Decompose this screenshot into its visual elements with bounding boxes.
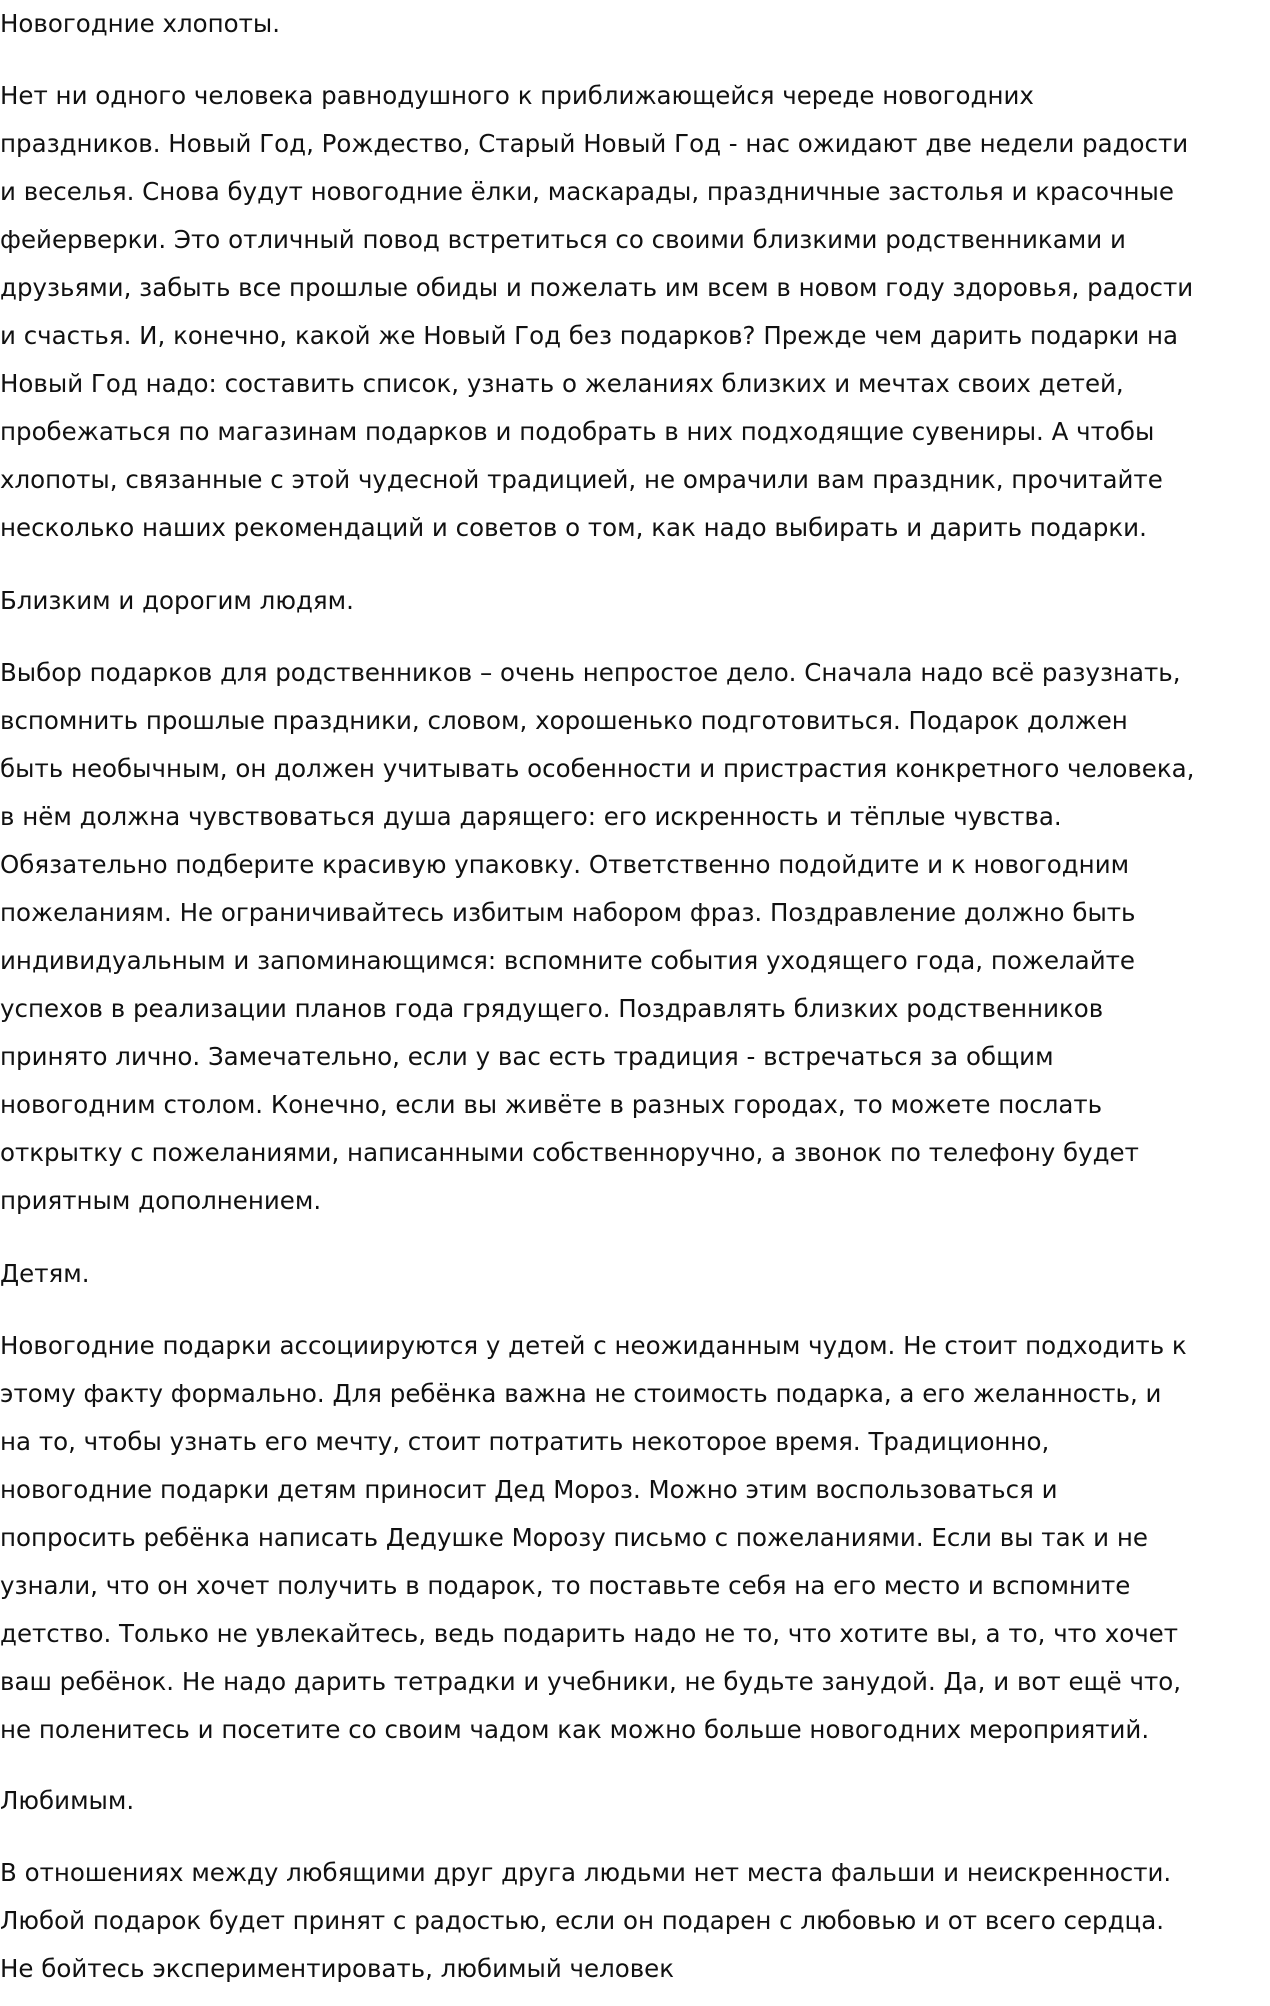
text-line: ваш ребёнок. Не надо дарить тетрадки и учебники, не будьте занудой. Да, и вот ещё что, xyxy=(0,1667,1181,1696)
text-line: вспомнить прошлые праздники, словом, хорошенько подготовиться. Подарок должен xyxy=(0,706,1128,735)
text-line: пробежаться по магазинам подарков и подобрать в них подходящие сувениры. А чтобы xyxy=(0,417,1155,446)
section-heading-relatives xyxy=(0,577,354,625)
text-line: друзьями, забыть все прошлые обиды и пожелать им всем в новом году здоровья, радости xyxy=(0,273,1194,302)
section-heading-loved-ones xyxy=(0,1777,134,1825)
text-line: и веселья. Снова будут новогодние ёлки, маскарады, праздничные застолья и красочные xyxy=(0,177,1174,206)
text-line: Не бойтесь экспериментировать, любимый человек xyxy=(0,1954,675,1983)
text-line: Любой подарок будет принят с радостью, если он подарен с любовью и от всего сердца. xyxy=(0,1906,1165,1935)
text-line: пожеланиям. Не ограничивайтесь избитым набором фраз. Поздравление должно быть xyxy=(0,898,1136,927)
intro-paragraph xyxy=(0,72,1193,552)
text-line: новогодние подарки детям приносит Дед Мороз. Можно этим воспользоваться и xyxy=(0,1475,1058,1504)
text-line: на то, чтобы узнать его мечту, стоит потратить некоторое время. Традиционно, xyxy=(0,1427,1050,1456)
loved-ones-paragraph xyxy=(0,1849,1171,1993)
text-line: детство. Только не увлекайтесь, ведь подарить надо не то, что хотите вы, а то, что хочет xyxy=(0,1619,1179,1648)
text-line: быть необычным, он должен учитывать особенности и пристрастия конкретного человека, xyxy=(0,754,1195,783)
children-paragraph xyxy=(0,1322,1187,1754)
text-line: узнали, что он хочет получить в подарок, то поставьте себя на его место и вспомните xyxy=(0,1571,1131,1600)
text-line: успехов в реализации планов года грядущего. Поздравлять близких родственников xyxy=(0,994,1104,1023)
text-line: хлопоты, связанные с этой чудесной традицией, не омрачили вам праздник, прочитайте xyxy=(0,465,1163,494)
text-line: не поленитесь и посетите со своим чадом как можно больше новогодних мероприятий. xyxy=(0,1715,1150,1744)
text-line: попросить ребёнка написать Дедушке Морозу письмо с пожеланиями. Если вы так и не xyxy=(0,1523,1148,1552)
text-line: Обязательно подберите красивую упаковку. Ответственно подойдите и к новогодним xyxy=(0,850,1130,879)
text-line: в нём должна чувствоваться душа дарящего: его искренность и тёплые чувства. xyxy=(0,802,1062,831)
text-line: праздников. Новый Год, Рождество, Старый Новый Год - нас ожидают две недели радости xyxy=(0,129,1189,158)
relatives-paragraph xyxy=(0,649,1194,1225)
text-line: принято лично. Замечательно, если у вас есть традиция - встречаться за общим xyxy=(0,1042,1054,1071)
text-line: этому факту формально. Для ребёнка важна не стоимость подарка, а его желанность, и xyxy=(0,1379,1162,1408)
text-line: Детям. xyxy=(0,1259,90,1288)
text-line: индивидуальным и запоминающимся: вспомните события уходящего года, пожелайте xyxy=(0,946,1135,975)
text-line: Новый Год надо: составить список, узнать о желаниях близких и мечтах своих детей, xyxy=(0,369,1124,398)
text-line: новогодним столом. Конечно, если вы живёте в разных городах, то можете послать xyxy=(0,1090,1103,1119)
text-line: Выбор подарков для родственников – очень непростое дело. Сначала надо всё разузнать, xyxy=(0,658,1181,687)
text-line: Нет ни одного человека равнодушного к приближающейся череде новогодних xyxy=(0,81,1034,110)
text-line: В отношениях между любящими друг друга людьми нет места фальши и неискренности. xyxy=(0,1858,1172,1887)
text-line: и счастья. И, конечно, какой же Новый Год без подарков? Прежде чем дарить подарки на xyxy=(0,321,1179,350)
text-line: Близким и дорогим людям. xyxy=(0,586,354,615)
text-line: открытку с пожеланиями, написанными собственноручно, а звонок по телефону будет xyxy=(0,1138,1139,1167)
text-line: фейерверки. Это отличный повод встретиться со своими близкими родственниками и xyxy=(0,225,1126,254)
text-line: Новогодние подарки ассоциируются у детей с неожиданным чудом. Не стоит подходить к xyxy=(0,1331,1187,1360)
text-line: Новогодние хлопоты. xyxy=(0,9,281,38)
document-title xyxy=(0,0,280,48)
text-line: Любимым. xyxy=(0,1786,135,1815)
text-line: несколько наших рекомендаций и советов о том, как надо выбирать и дарить подарки. xyxy=(0,513,1147,542)
text-line: приятным дополнением. xyxy=(0,1186,322,1215)
section-heading-children xyxy=(0,1250,90,1298)
